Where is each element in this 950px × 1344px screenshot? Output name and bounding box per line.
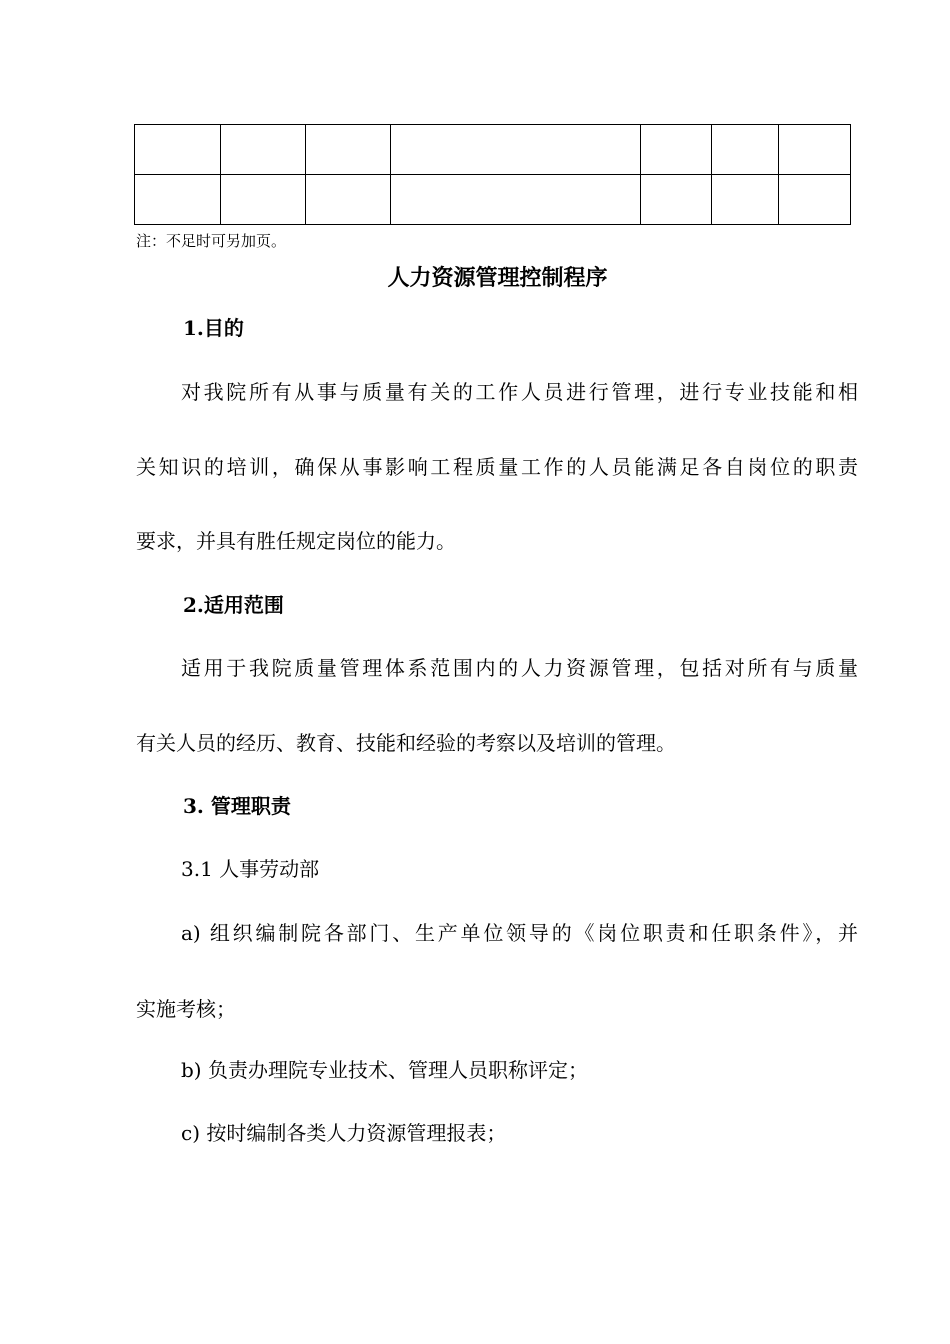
table-cell[interactable]: [779, 125, 851, 175]
table-cell[interactable]: [306, 175, 391, 225]
list-item-a-continued: 实施考核；: [136, 997, 236, 1021]
subsection-heading: 3.1 人事劳动部: [181, 857, 320, 881]
table-row: [135, 125, 851, 175]
table-cell[interactable]: [391, 175, 641, 225]
table-note: 注：不足时可另加页。: [136, 232, 287, 250]
list-item-b: b) 负责办理院专业技术、管理人员职称评定；: [181, 1058, 588, 1082]
paragraph-line: 适用于我院质量管理体系范围内的人力资源管理，包括对所有与质量: [181, 656, 858, 680]
table-cell[interactable]: [135, 125, 221, 175]
paragraph-line: 关知识的培训，确保从事影响工程质量工作的人员能满足各自岗位的职责: [136, 455, 858, 479]
paragraph-line: 要求，并具有胜任规定岗位的能力。: [136, 529, 456, 553]
paragraph-line: 对我院所有从事与质量有关的工作人员进行管理，进行专业技能和相: [181, 380, 858, 404]
paragraph-line: 有关人员的经历、教育、技能和经验的考察以及培训的管理。: [136, 731, 676, 755]
table-cell[interactable]: [641, 175, 712, 225]
table-cell[interactable]: [135, 175, 221, 225]
table-cell[interactable]: [712, 175, 779, 225]
section-heading-responsibilities: 3. 管理职责: [183, 794, 291, 818]
list-item-a: a) 组织编制院各部门、生产单位领导的《岗位职责和任职条件》，并: [181, 921, 858, 945]
table-cell[interactable]: [221, 125, 306, 175]
table-cell[interactable]: [712, 125, 779, 175]
section-heading-scope: 2.适用范围: [183, 593, 284, 617]
blank-form-table: [134, 124, 851, 225]
table-cell[interactable]: [221, 175, 306, 225]
section-heading-purpose: 1.目的: [183, 316, 244, 340]
document-title: 人力资源管理控制程序: [387, 265, 608, 291]
table-cell[interactable]: [641, 125, 712, 175]
table-row: [135, 175, 851, 225]
list-item-c: c) 按时编制各类人力资源管理报表；: [181, 1121, 507, 1145]
table-cell[interactable]: [391, 125, 641, 175]
table-cell[interactable]: [779, 175, 851, 225]
table-cell[interactable]: [306, 125, 391, 175]
